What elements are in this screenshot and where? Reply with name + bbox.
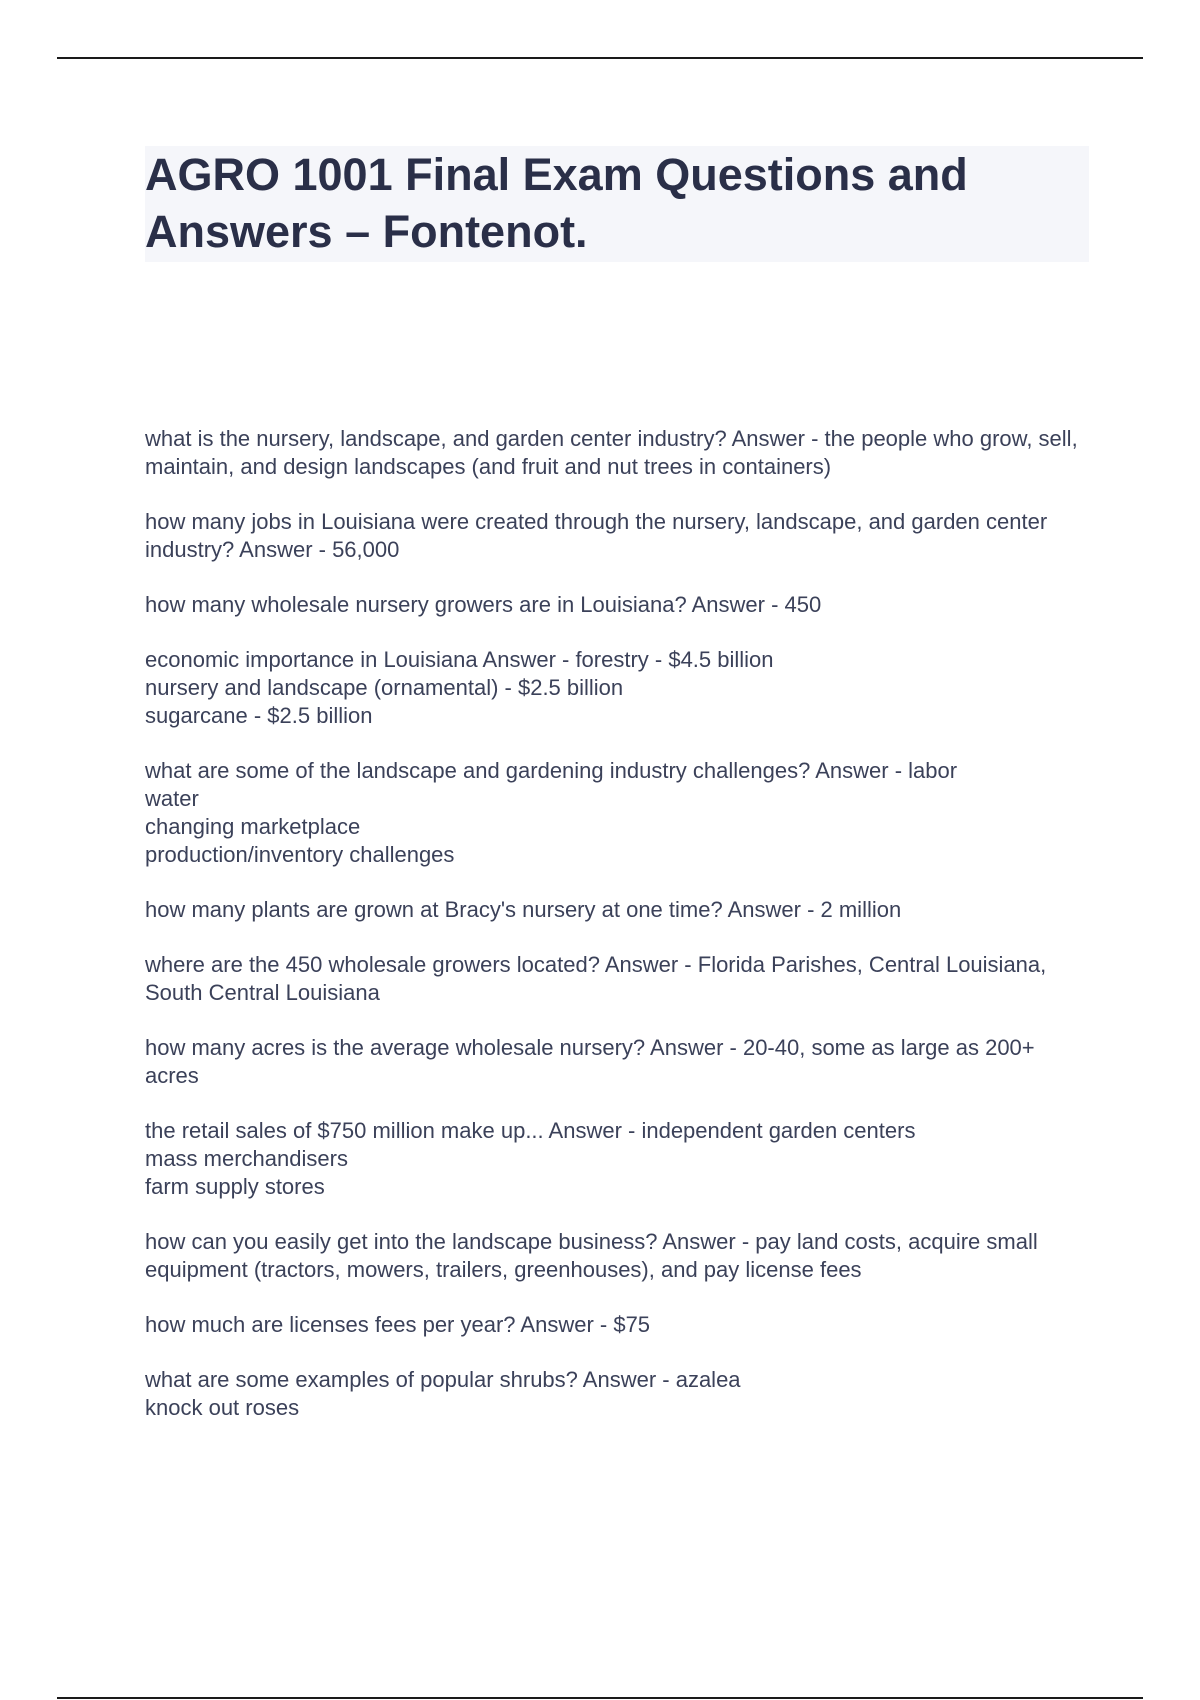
- qa-item: where are the 450 wholesale growers located? Answer - Florida Parishes, Central Louisiana, South Central Louisiana: [145, 952, 1047, 1005]
- title-block: [145, 146, 1089, 262]
- qa-list: [145, 425, 1085, 1449]
- qa-item: the retail sales of $750 million make up... Answer - independent garden centers mass merchandisers farm supply stores: [145, 1118, 916, 1199]
- qa-item: how many jobs in Louisiana were created through the nursery, landscape, and garden center industry? Answer - 56,000: [145, 509, 1048, 562]
- qa-item: how much are licenses fees per year? Answer - $75: [145, 1312, 651, 1337]
- document-title: AGRO 1001 Final Exam Questions and Answers – Fontenot.: [145, 149, 968, 257]
- qa-item: how can you easily get into the landscape business? Answer - pay land costs, acquire small equipment (tractors, mowers, trailers, greenhouses), and pay license fees: [145, 1229, 1038, 1282]
- qa-item: how many plants are grown at Bracy's nursery at one time? Answer - 2 million: [145, 897, 902, 922]
- qa-item: economic importance in Louisiana Answer - forestry - $4.5 billion nursery and landscape (ornamental) - $2.5 billion sugarcane - $2.5 billion: [145, 647, 774, 728]
- qa-item: what are some of the landscape and gardening industry challenges? Answer - labor water changing marketplace production/inventory challenges: [145, 758, 958, 867]
- qa-item: how many acres is the average wholesale nursery? Answer - 20-40, some as large as 200+ acres: [145, 1035, 1035, 1088]
- qa-item: how many wholesale nursery growers are in Louisiana? Answer - 450: [145, 592, 822, 617]
- qa-item: what are some examples of popular shrubs? Answer - azalea knock out roses: [145, 1367, 741, 1420]
- top-rule: [57, 57, 1143, 59]
- qa-item: what is the nursery, landscape, and garden center industry? Answer - the people who grow, sell, maintain, and design landscapes (and fruit and nut trees in containers): [145, 426, 1078, 479]
- bottom-rule: [57, 1697, 1143, 1699]
